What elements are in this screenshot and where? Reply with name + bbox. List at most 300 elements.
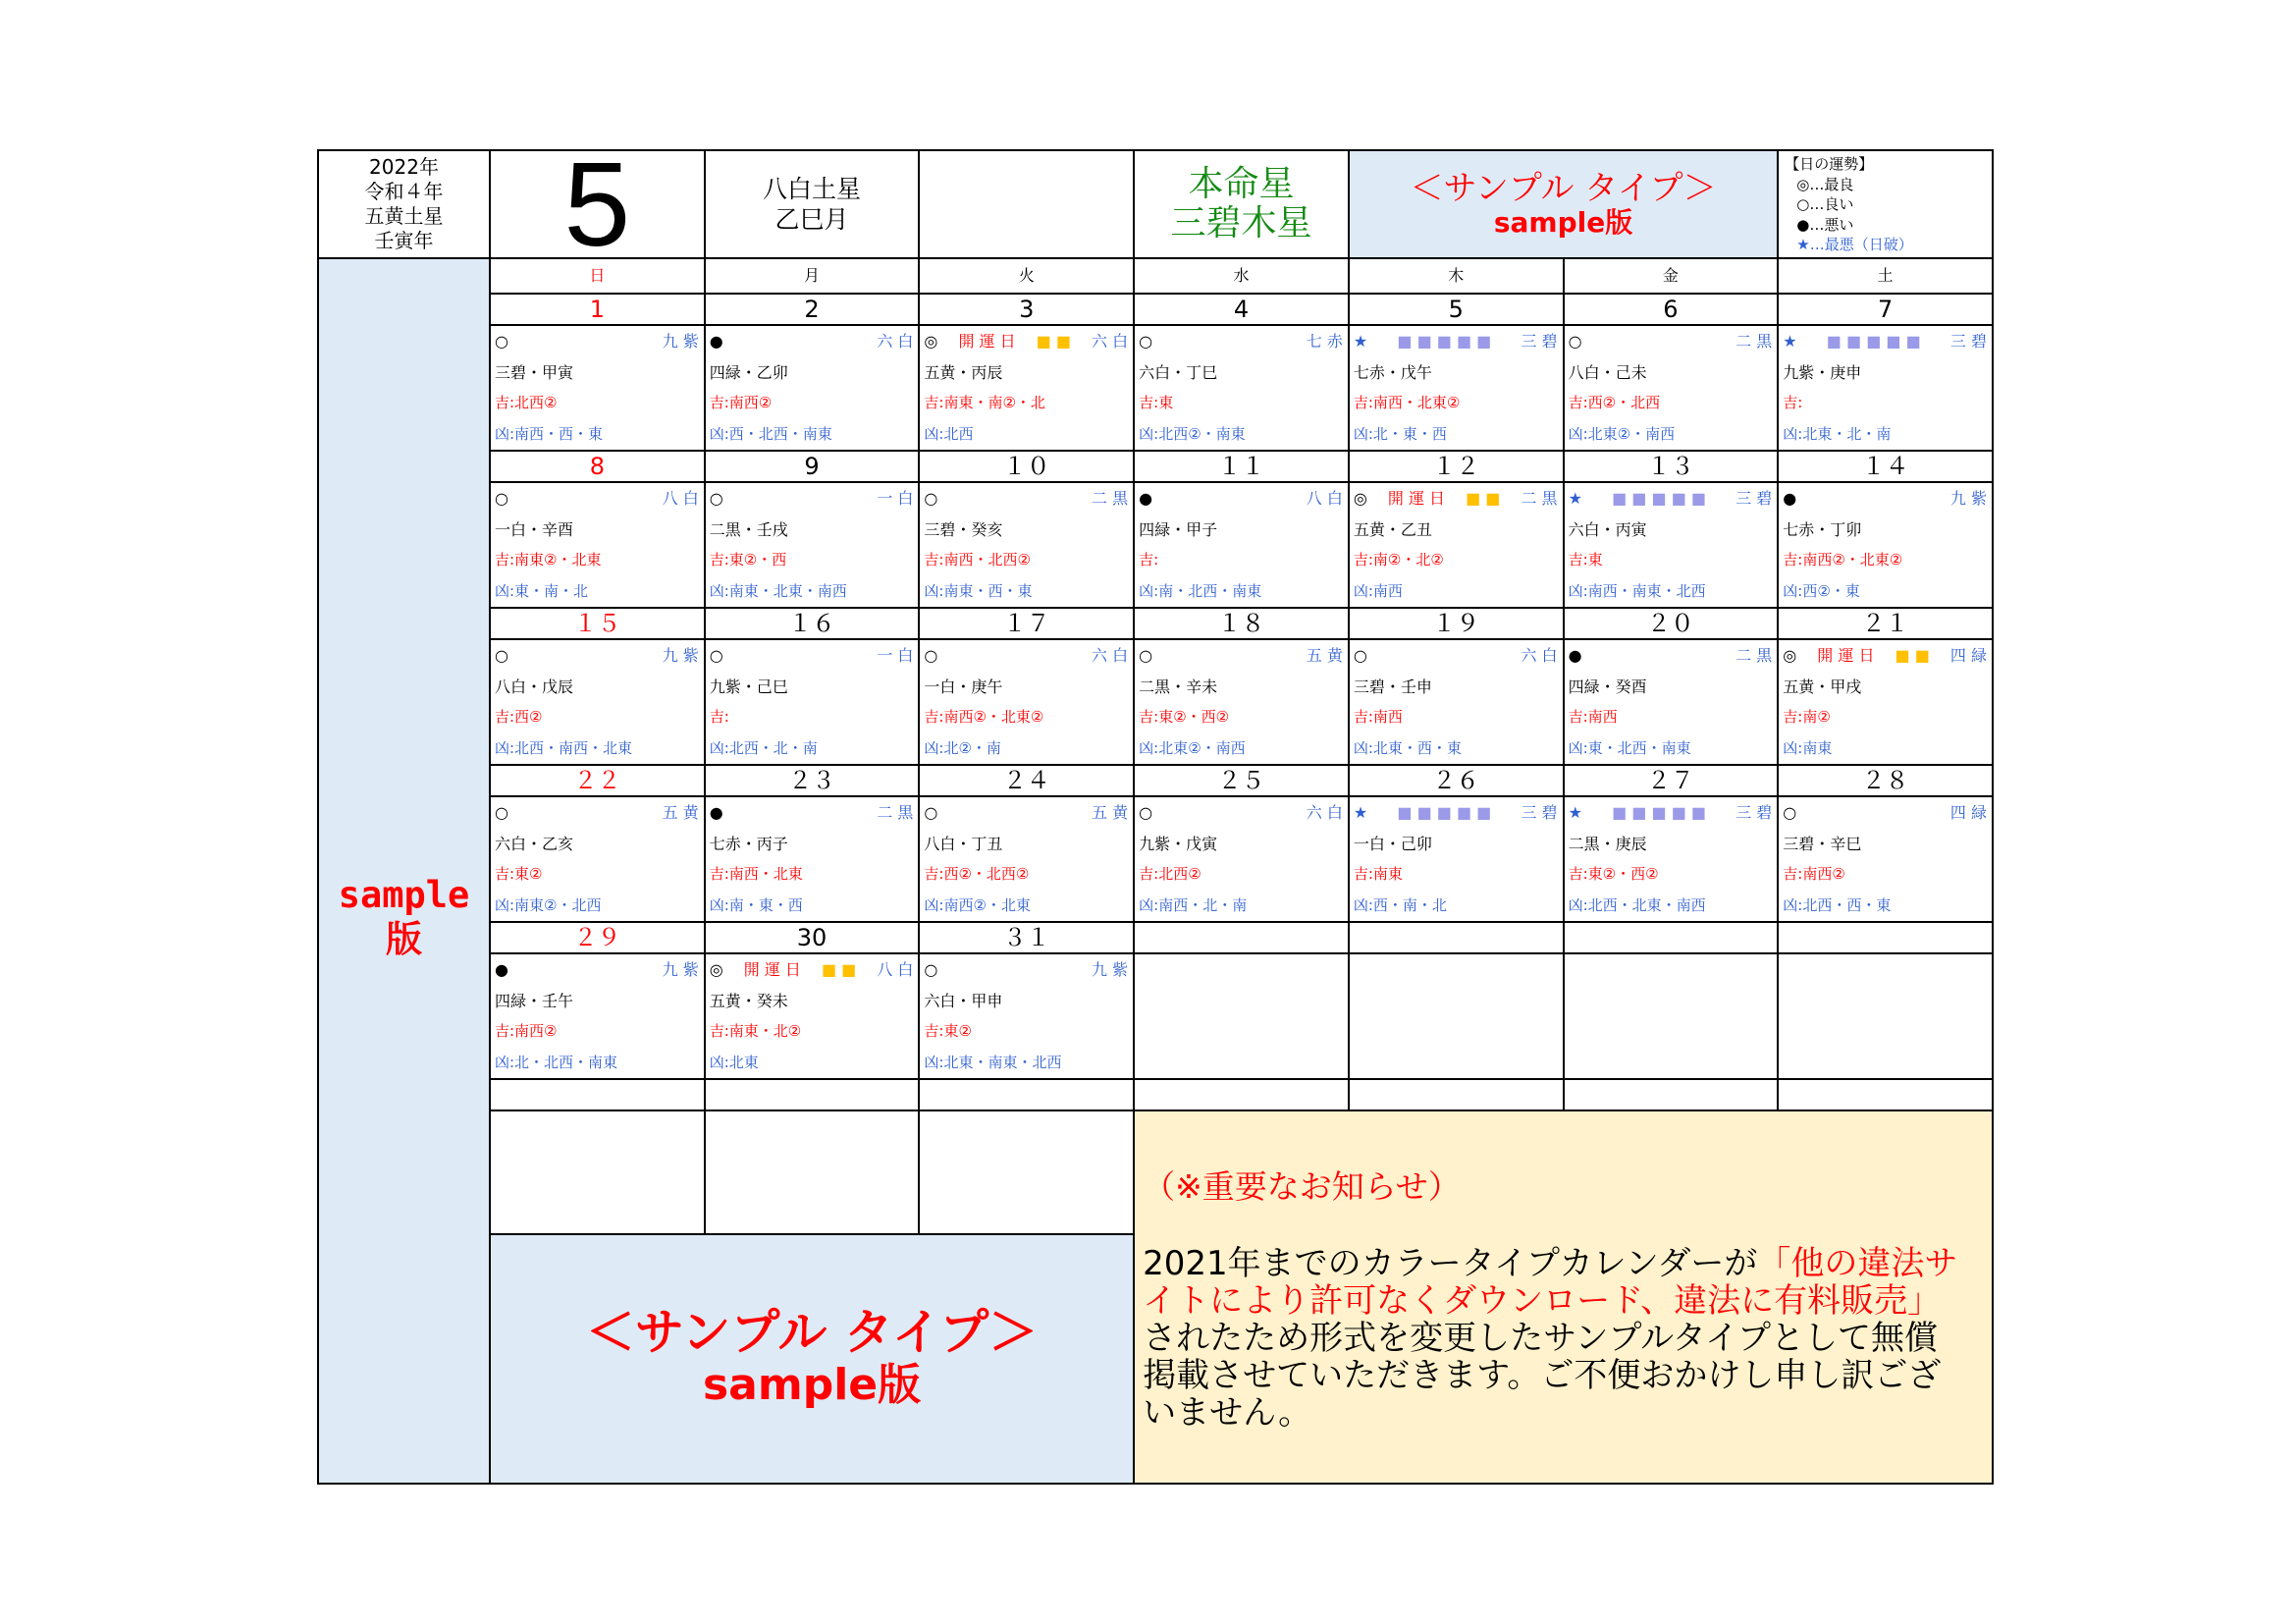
fortune-symbol: ○ — [709, 489, 723, 508]
notice-line — [1143, 1394, 1992, 1432]
lucky-directions: 吉:南西・北西② — [924, 551, 1031, 568]
day-cell — [920, 483, 1133, 607]
kaiun-day-label: 開 運 日 — [743, 960, 801, 979]
day-cell — [920, 954, 1133, 1078]
unlucky-directions: 凶:北東・南東・北西 — [924, 1053, 1062, 1071]
kanshi-text: 五黄・乙丑 — [1353, 519, 1432, 539]
unlucky-directions: 凶:北西・北・南 — [709, 738, 818, 757]
fortune-symbol: ★ — [1783, 332, 1797, 351]
memo-cell — [706, 1111, 919, 1233]
fortune-row — [1783, 326, 1987, 357]
lucky-directions: 吉:東② — [495, 865, 543, 883]
notice-box — [1135, 1111, 1992, 1483]
fortune-row — [924, 640, 1128, 672]
nine-star-label: 六 白 — [877, 332, 914, 351]
calendar-sheet — [317, 149, 1994, 1485]
day-cell — [1565, 326, 1778, 450]
honmei-value: 三碧木星 — [1170, 203, 1312, 244]
fortune-marks: ■ ■ — [821, 960, 857, 979]
nine-star-label: 六 白 — [1306, 803, 1343, 822]
weekday-header-wed: 水 — [1135, 259, 1348, 293]
fortune-row — [495, 640, 699, 672]
unlucky-directions: 凶:東・北西・南東 — [1568, 738, 1691, 757]
date-number: ２３ — [706, 766, 919, 795]
day-cell — [491, 326, 704, 450]
nine-star-label: 五 黄 — [1092, 803, 1129, 822]
notice-text: いません。 — [1143, 1393, 1312, 1433]
fortune-marks: ■ ■ — [1466, 489, 1501, 508]
kanshi-text: 一白・辛酉 — [495, 519, 574, 539]
legend-title: 【日の運勢】 — [1785, 155, 1874, 173]
kanshi-text: 三碧・甲寅 — [495, 362, 574, 382]
nine-star-label: 五 黄 — [662, 803, 699, 822]
day-cell — [1350, 326, 1563, 450]
fortune-symbol: ◎ — [709, 960, 723, 979]
fortune-marks: ■ ■ ■ ■ ■ — [1826, 332, 1921, 351]
fortune-row — [924, 483, 1128, 514]
unlucky-directions: 凶:北西・西・東 — [1783, 895, 1892, 914]
weekday-header-mon: 月 — [706, 259, 919, 293]
empty-cell — [1350, 1080, 1563, 1110]
fortune-symbol: ○ — [495, 332, 508, 351]
nine-star-label: 一 白 — [877, 489, 914, 508]
kanshi-text: 五黄・甲戌 — [1783, 677, 1862, 696]
date-number: １２ — [1350, 452, 1563, 481]
date-number: ２１ — [1779, 609, 1992, 638]
lucky-directions: 吉:西②・北西② — [924, 865, 1030, 883]
lucky-directions: 吉:東 — [1139, 394, 1174, 411]
kanshi-text: 七赤・丁卯 — [1783, 519, 1862, 539]
notice-line — [1143, 1245, 1992, 1282]
weekday-header-fri: 金 — [1565, 259, 1778, 293]
day-cell — [1565, 640, 1778, 764]
kanshi-text: 九紫・戊寅 — [1139, 834, 1218, 853]
date-number: １５ — [491, 609, 704, 638]
nine-star-label: 九 紫 — [662, 332, 699, 351]
kanshi-text: 六白・丙寅 — [1568, 519, 1647, 539]
fortune-row — [495, 326, 699, 357]
notice-line — [1143, 1320, 1992, 1357]
fortune-symbol: ○ — [495, 646, 508, 665]
unlucky-directions: 凶:北西②・南東 — [1139, 424, 1246, 443]
lucky-directions: 吉:南西② — [495, 1022, 558, 1040]
unlucky-directions: 凶:北西 — [924, 424, 974, 443]
fortune-symbol: ○ — [924, 646, 938, 665]
kaiun-day-label: 開 運 日 — [1817, 646, 1875, 665]
weekday-header-sun: 日 — [491, 259, 704, 293]
nine-star-label: 五 黄 — [1306, 646, 1343, 665]
kanshi-text: 一白・庚午 — [924, 677, 1003, 696]
unlucky-directions: 凶:南西・南東・北西 — [1568, 581, 1706, 600]
weekday-header-tue: 火 — [920, 259, 1133, 293]
nine-star-label: 六 白 — [1092, 646, 1129, 665]
fortune-row — [710, 797, 914, 829]
day-cell — [491, 954, 704, 1078]
fortune-symbol: ○ — [924, 803, 938, 822]
empty-cell — [920, 1080, 1133, 1110]
date-number: ２９ — [491, 923, 704, 952]
kanshi-text: 六白・丁巳 — [1139, 362, 1218, 382]
empty-date-cell — [1779, 923, 1992, 952]
kanshi-text: 三碧・癸亥 — [924, 519, 1003, 539]
fortune-symbol: ● — [709, 803, 723, 822]
unlucky-directions: 凶:北東 — [709, 1053, 759, 1071]
legend-best: ◎…最良 — [1796, 175, 1854, 193]
fortune-row — [924, 954, 1128, 986]
unlucky-directions: 凶:南東②・北西 — [495, 895, 602, 914]
lucky-directions: 吉:南東・南②・北 — [924, 394, 1045, 411]
notice-text: 2021年までのカラータイプカレンダーが — [1143, 1244, 1758, 1283]
notice-line — [1143, 1357, 1992, 1394]
date-number: １０ — [920, 452, 1133, 481]
date-number: １８ — [1135, 609, 1348, 638]
fortune-row — [1354, 326, 1558, 357]
kanshi-text: 八白・己未 — [1568, 362, 1647, 382]
empty-cell — [491, 1080, 704, 1110]
day-cell — [491, 797, 704, 921]
legend-good: ○…良い — [1796, 195, 1854, 213]
day-cell — [1135, 483, 1348, 607]
fortune-symbol: ○ — [1139, 646, 1153, 665]
lucky-directions: 吉:南西②・北東② — [924, 708, 1044, 726]
day-cell — [706, 797, 919, 921]
fortune-symbol: ● — [1783, 489, 1797, 508]
fortune-row — [495, 797, 699, 829]
date-number: １４ — [1779, 452, 1992, 481]
nine-star-label: 四 緑 — [1949, 803, 1987, 822]
kanshi-text: 八白・戊辰 — [495, 677, 574, 696]
kanshi-text: 五黄・丙辰 — [924, 362, 1003, 382]
memo-cell — [920, 1111, 1133, 1233]
fortune-legend — [1779, 151, 1992, 257]
unlucky-directions: 凶:北東②・南西 — [1568, 424, 1676, 443]
nine-star-label: 六 白 — [1092, 332, 1129, 351]
side-sample-label — [319, 259, 489, 1483]
fortune-row — [1354, 640, 1558, 672]
lucky-directions: 吉:南西・北東② — [1353, 394, 1461, 411]
day-cell — [1135, 797, 1348, 921]
day-cell — [1779, 640, 1992, 764]
nine-star-label: 三 碧 — [1735, 489, 1773, 508]
lucky-directions: 吉:南東②・北東 — [495, 551, 602, 568]
fortune-row — [1354, 797, 1558, 829]
side-sample-kanji: 版 — [386, 918, 422, 960]
unlucky-directions: 凶:西・北西・南東 — [709, 424, 832, 443]
fortune-row — [1139, 640, 1343, 672]
lucky-directions: 吉:南西・北東 — [709, 865, 803, 883]
day-cell — [706, 640, 919, 764]
nine-star-label: 三 碧 — [1521, 332, 1558, 351]
unlucky-directions: 凶:南東 — [1783, 738, 1833, 757]
lucky-directions: 吉: — [1139, 551, 1159, 568]
fortune-symbol: ● — [709, 332, 723, 351]
nine-star-label: 六 白 — [1521, 646, 1558, 665]
lucky-directions: 吉:南西 — [1353, 708, 1403, 726]
kaiun-day-label: 開 運 日 — [958, 332, 1016, 351]
unlucky-directions: 凶:北②・南 — [924, 738, 1001, 757]
unlucky-directions: 凶:南西・北・南 — [1139, 895, 1248, 914]
date-number: 6 — [1565, 295, 1778, 324]
date-number: 1 — [491, 295, 704, 324]
kanshi-text: 六白・甲申 — [924, 991, 1003, 1010]
western-year: 2022年 — [369, 155, 439, 179]
fortune-row — [710, 640, 914, 672]
fortune-symbol: ○ — [924, 489, 938, 508]
day-cell — [491, 483, 704, 607]
empty-cell — [1135, 1080, 1348, 1110]
fortune-row — [1783, 797, 1987, 829]
lucky-directions: 吉:東② — [924, 1022, 972, 1040]
unlucky-directions: 凶:西②・東 — [1783, 581, 1860, 600]
memo-cell — [491, 1111, 704, 1233]
date-number: 2 — [706, 295, 919, 324]
date-number: ２８ — [1779, 766, 1992, 795]
lucky-directions: 吉:西② — [495, 708, 543, 726]
lucky-directions: 吉:南② — [1783, 708, 1831, 726]
fortune-symbol: ○ — [495, 489, 508, 508]
month-star — [706, 151, 919, 257]
side-sample-text: sample — [338, 874, 470, 916]
empty-cell — [1565, 1080, 1778, 1110]
empty-day-cell — [1779, 954, 1992, 1078]
fortune-symbol: ○ — [1139, 332, 1153, 351]
day-cell — [1350, 483, 1563, 607]
day-cell — [1779, 797, 1992, 921]
lucky-directions: 吉: — [709, 708, 729, 726]
lucky-directions: 吉:南西② — [1783, 865, 1845, 883]
date-number: ２０ — [1565, 609, 1778, 638]
date-number: １７ — [920, 609, 1133, 638]
unlucky-directions: 凶:北西・北東・南西 — [1568, 895, 1706, 914]
sample-header — [1350, 151, 1777, 257]
date-number: 8 — [491, 452, 704, 481]
kanshi-text: 五黄・癸未 — [709, 991, 788, 1010]
date-number: １６ — [706, 609, 919, 638]
unlucky-directions: 凶:南・北西・南東 — [1139, 581, 1262, 600]
fortune-symbol: ★ — [1353, 332, 1368, 351]
date-number: １９ — [1350, 609, 1563, 638]
fortune-symbol: ○ — [1139, 803, 1153, 822]
kanshi-text: 二黒・辛未 — [1139, 677, 1218, 696]
day-cell — [1779, 326, 1992, 450]
kaiun-day-label: 開 運 日 — [1387, 489, 1446, 508]
fortune-row — [1139, 326, 1343, 357]
fortune-symbol: ◎ — [924, 332, 938, 351]
date-number: 5 — [1350, 295, 1563, 324]
nine-star-label: 八 白 — [662, 489, 699, 508]
fortune-symbol: ● — [1139, 489, 1153, 508]
day-cell — [1779, 483, 1992, 607]
unlucky-directions: 凶:北東②・南西 — [1139, 738, 1246, 757]
nine-star-label: 四 緑 — [1949, 646, 1987, 665]
empty-cell — [1779, 1080, 1992, 1110]
fortune-symbol: ○ — [709, 646, 723, 665]
lucky-directions: 吉:南東・北② — [709, 1022, 802, 1040]
empty-day-cell — [1350, 954, 1563, 1078]
nine-star-label: 二 黒 — [1521, 489, 1558, 508]
lucky-directions: 吉:東②・西② — [1568, 865, 1659, 883]
fortune-row — [710, 483, 914, 514]
unlucky-directions: 凶:南・東・西 — [709, 895, 803, 914]
kanshi-text: 四緑・乙卯 — [709, 362, 788, 382]
fortune-marks: ■ ■ — [1895, 646, 1930, 665]
fortune-symbol: ○ — [1353, 646, 1367, 665]
sample-header-sub: sample版 — [1493, 206, 1633, 239]
sample-box-sub: sample版 — [702, 1360, 922, 1410]
kanshi-text: 二黒・庚辰 — [1568, 834, 1647, 853]
fortune-symbol: ○ — [1568, 332, 1582, 351]
lucky-directions: 吉:南西 — [1568, 708, 1618, 726]
fortune-row — [710, 954, 914, 986]
unlucky-directions: 凶:北・北西・南東 — [495, 1053, 618, 1071]
month-kanshi: 乙巳月 — [774, 205, 849, 234]
fortune-symbol: ● — [495, 960, 508, 979]
day-cell — [1565, 483, 1778, 607]
unlucky-directions: 凶:北東・北・南 — [1783, 424, 1892, 443]
fortune-symbol: ★ — [1568, 489, 1582, 508]
year-star: 五黄土星 — [364, 204, 444, 228]
fortune-symbol: ○ — [924, 960, 938, 979]
kanshi-text: 六白・乙亥 — [495, 834, 574, 853]
day-cell — [706, 326, 919, 450]
day-cell — [1135, 326, 1348, 450]
unlucky-directions: 凶:南東・西・東 — [924, 581, 1033, 600]
lucky-directions: 吉:西②・北西 — [1568, 394, 1661, 411]
year-info — [319, 151, 489, 257]
legend-worst: ★…最悪（日破） — [1796, 236, 1913, 253]
fortune-row — [1569, 640, 1773, 672]
unlucky-directions: 凶:南東・北東・南西 — [709, 581, 847, 600]
fortune-marks: ■ ■ ■ ■ ■ — [1612, 489, 1707, 508]
lucky-directions: 吉:東 — [1568, 551, 1603, 568]
date-number: １１ — [1135, 452, 1348, 481]
nine-star-label: 九 紫 — [662, 960, 699, 979]
fortune-marks: ■ ■ ■ ■ ■ — [1612, 803, 1707, 822]
notice-heading: （※重要なお知らせ） — [1143, 1167, 1461, 1206]
unlucky-directions: 凶:南西 — [1353, 581, 1403, 600]
kanshi-text: 三碧・辛巳 — [1783, 834, 1862, 853]
kanshi-text: 七赤・丙子 — [709, 834, 788, 853]
unlucky-directions: 凶:南西②・北東 — [924, 895, 1031, 914]
nine-star-label: 七 赤 — [1306, 332, 1343, 351]
day-cell — [1565, 797, 1778, 921]
day-cell — [1135, 640, 1348, 764]
notice-text: 掲載させていただきます。ご不便おかけし申し訳ござ — [1143, 1356, 1942, 1395]
fortune-symbol: ◎ — [1353, 489, 1367, 508]
unlucky-directions: 凶:南西・西・東 — [495, 424, 604, 443]
year-kanshi: 壬寅年 — [374, 229, 434, 252]
date-number: ３１ — [920, 923, 1133, 952]
month-star-name: 八白土星 — [763, 175, 862, 203]
fortune-row — [495, 954, 699, 986]
date-number: 3 — [920, 295, 1133, 324]
notice-text: されたため形式を変更したサンプルタイプとして無償 — [1143, 1319, 1939, 1358]
lucky-directions: 吉:南②・北② — [1353, 551, 1444, 568]
fortune-row — [1783, 483, 1987, 514]
empty-day-cell — [1135, 954, 1348, 1078]
kanshi-text: 一白・己卯 — [1353, 834, 1432, 853]
lucky-directions: 吉: — [1783, 394, 1803, 411]
nine-star-label: 三 碧 — [1521, 803, 1558, 822]
nine-star-label: 二 黒 — [877, 803, 914, 822]
fortune-row — [1354, 483, 1558, 514]
notice-body — [1143, 1245, 1992, 1432]
fortune-row — [1783, 640, 1987, 672]
empty-date-cell — [1565, 923, 1778, 952]
sample-box — [491, 1235, 1133, 1483]
notice-line — [1143, 1282, 1992, 1320]
nine-star-label: 一 白 — [877, 646, 914, 665]
fortune-row — [1569, 797, 1773, 829]
fortune-symbol: ★ — [1568, 803, 1582, 822]
kanshi-text: 四緑・癸酉 — [1568, 677, 1647, 696]
empty-cell — [706, 1080, 919, 1110]
sample-box-title: ＜サンプル タイプ＞ — [585, 1304, 1039, 1361]
weekday-header-thu: 木 — [1350, 259, 1563, 293]
nine-star-label: 九 紫 — [1092, 960, 1129, 979]
nine-star-label: 二 黒 — [1735, 332, 1773, 351]
fortune-symbol: ● — [1568, 646, 1582, 665]
fortune-symbol: ◎ — [1783, 646, 1797, 665]
unlucky-directions: 凶:北東・西・東 — [1353, 738, 1462, 757]
fortune-row — [495, 483, 699, 514]
unlucky-directions: 凶:北西・南西・北東 — [495, 738, 633, 757]
lucky-directions: 吉:南西② — [709, 394, 773, 411]
fortune-row — [1569, 326, 1773, 357]
date-number: 7 — [1779, 295, 1992, 324]
kanshi-text: 七赤・戊午 — [1353, 362, 1432, 382]
lucky-directions: 吉:南西②・北東② — [1783, 551, 1903, 568]
nine-star-label: 九 紫 — [1949, 489, 1987, 508]
fortune-row — [1569, 483, 1773, 514]
day-cell — [706, 483, 919, 607]
lucky-directions: 吉:北西② — [1139, 865, 1201, 883]
fortune-marks: ■ ■ — [1036, 332, 1071, 351]
empty-date-cell — [1135, 923, 1348, 952]
fortune-symbol: ○ — [1783, 803, 1797, 822]
day-cell — [706, 954, 919, 1078]
lucky-directions: 吉:東②・西② — [1139, 708, 1230, 726]
day-cell — [1350, 640, 1563, 764]
date-number: 9 — [706, 452, 919, 481]
day-cell — [491, 640, 704, 764]
fortune-symbol: ★ — [1353, 803, 1368, 822]
empty-day-cell — [1565, 954, 1778, 1078]
notice-highlight: 「他の違法サ — [1757, 1244, 1958, 1283]
lucky-directions: 吉:東②・西 — [709, 551, 787, 568]
day-cell — [920, 640, 1133, 764]
nine-star-label: 八 白 — [1306, 489, 1343, 508]
fortune-row — [1139, 483, 1343, 514]
date-number: １３ — [1565, 452, 1778, 481]
kanshi-text: 八白・丁丑 — [924, 834, 1003, 853]
date-number: ２６ — [1350, 766, 1563, 795]
nine-star-label: 二 黒 — [1735, 646, 1773, 665]
fortune-marks: ■ ■ ■ ■ ■ — [1397, 803, 1492, 822]
honmei-label: 本命星 — [1188, 164, 1295, 204]
kanshi-text: 九紫・己巳 — [709, 677, 788, 696]
sample-header-title: ＜サンプル タイプ＞ — [1410, 169, 1717, 208]
honmei-star — [1135, 151, 1348, 257]
japanese-era-year: 令和４年 — [364, 180, 444, 203]
unlucky-directions: 凶:北・東・西 — [1353, 424, 1447, 443]
date-number: ２７ — [1565, 766, 1778, 795]
lucky-directions: 吉:南東 — [1353, 865, 1403, 883]
kanshi-text: 九紫・庚申 — [1783, 362, 1862, 382]
date-number: 4 — [1135, 295, 1348, 324]
header-blank-cell — [920, 151, 1133, 257]
empty-date-cell — [1350, 923, 1563, 952]
